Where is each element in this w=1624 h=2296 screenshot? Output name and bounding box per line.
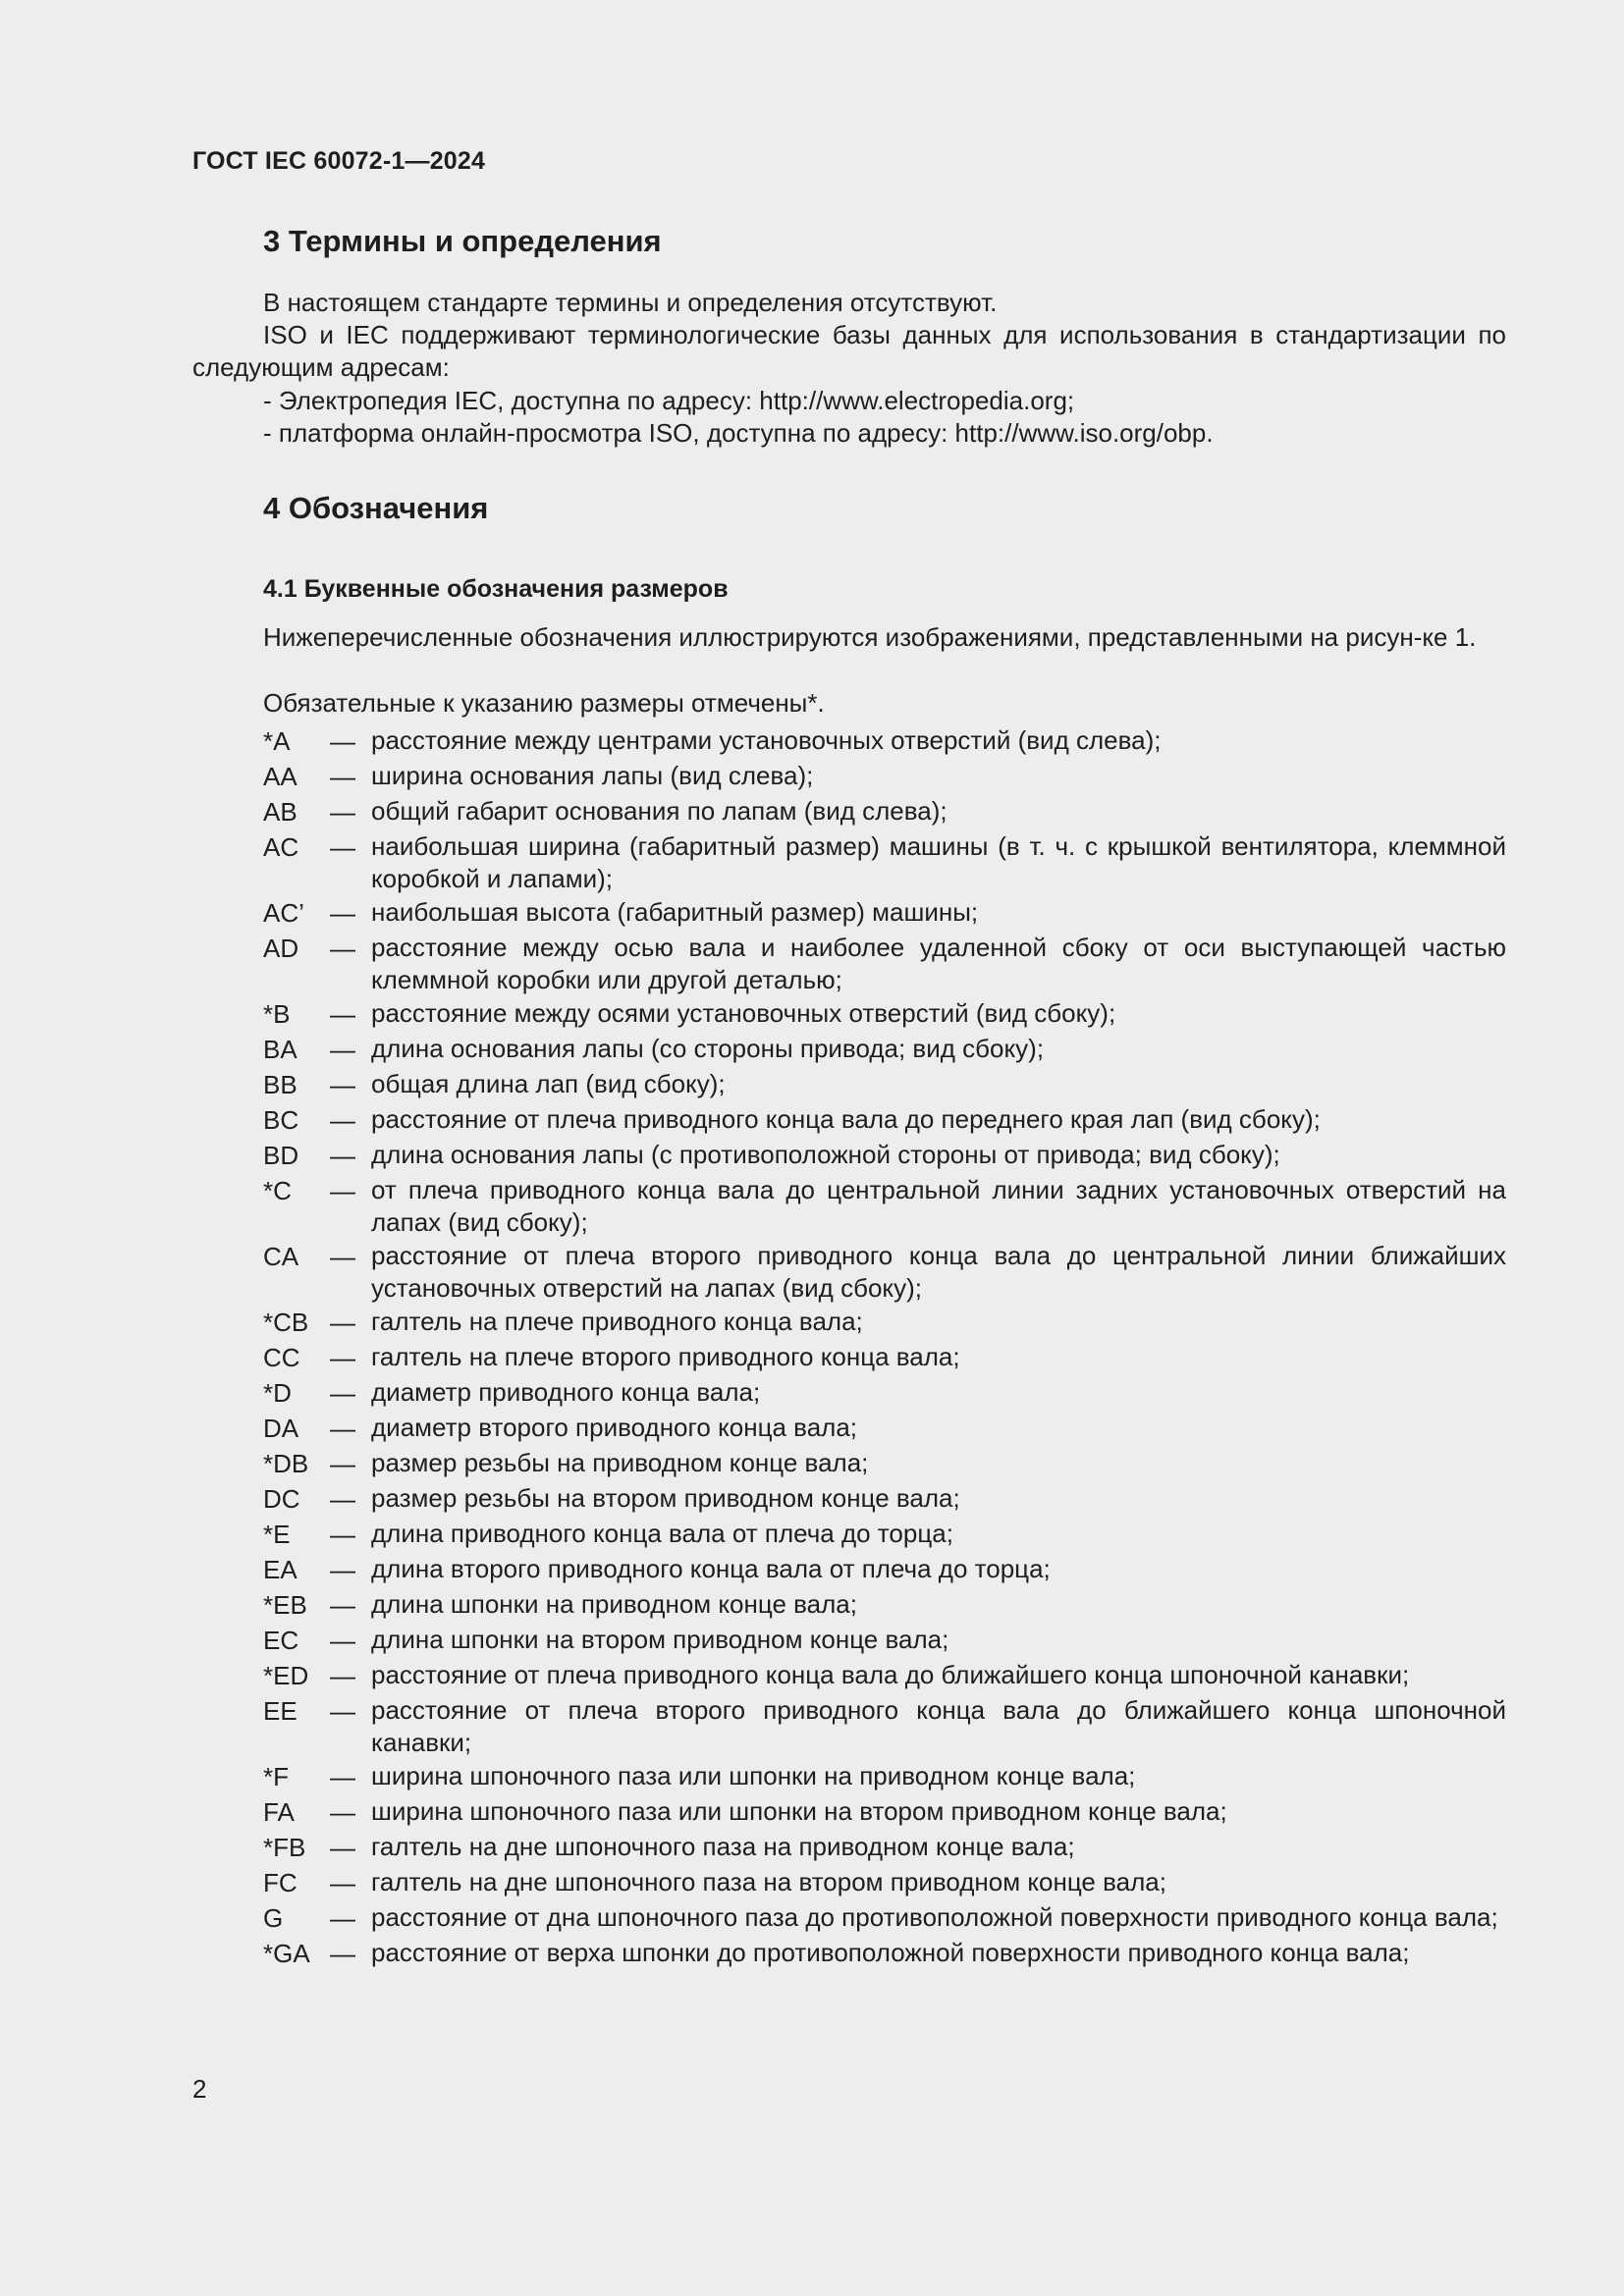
definition-term: *CB	[263, 1308, 309, 1337]
definition-dash: —	[330, 1590, 355, 1620]
definition-dash: —	[330, 1555, 355, 1584]
definition-text: длина шпонки на втором приводном конце вала;	[371, 1625, 949, 1654]
definition-term: CA	[263, 1242, 299, 1271]
definition-text: наибольшая ширина (габаритный размер) машины (в т. ч. с крышкой вентилятора, клеммной коробкой и лапами);	[371, 831, 1506, 893]
definition-text: ширина шпоночного паза или шпонки на втором приводном конце вала;	[371, 1796, 1227, 1826]
definition-dash: —	[330, 1449, 355, 1478]
definition-dash: —	[330, 1070, 355, 1099]
definition-text: диаметр приводного конца вала;	[371, 1377, 761, 1407]
definition-item	[263, 1588, 1506, 1623]
definition-term: DC	[263, 1484, 300, 1514]
definition-term: *F	[263, 1762, 289, 1791]
definition-term: AB	[263, 797, 298, 827]
definition-term: *B	[263, 999, 291, 1029]
definition-text: размер резьбы на втором приводном конце вала;	[371, 1483, 960, 1513]
definition-item	[263, 1659, 1506, 1693]
definition-item	[263, 1033, 1506, 1067]
definition-item	[263, 1624, 1506, 1658]
definition-term: *E	[263, 1520, 291, 1549]
definition-dash: —	[330, 1626, 355, 1655]
definition-item	[263, 1341, 1506, 1375]
definition-item	[263, 1412, 1506, 1446]
definition-text: расстояние от плеча второго приводного конца вала до центральной линии ближайших установочных отверстий на лапах (вид сбоку);	[371, 1241, 1506, 1303]
definition-text: ширина основания лапы (вид слева);	[371, 761, 814, 790]
definition-term: BC	[263, 1105, 299, 1135]
definition-text: галтель на дне шпоночного паза на приводном конце вала;	[371, 1832, 1075, 1861]
definition-term: *FB	[263, 1833, 306, 1862]
definition-dash: —	[330, 1378, 355, 1408]
definition-dash: —	[330, 1105, 355, 1135]
definition-dash: —	[330, 1520, 355, 1549]
definition-text: расстояние от верха шпонки до противоположной поверхности приводного конца вала;	[371, 1938, 1410, 1967]
definition-item	[263, 760, 1506, 794]
definition-dash: —	[330, 726, 355, 756]
section-4-paragraph-1: Нижеперечисленные обозначения иллюстрируются изображениями, представленными на рисун-ке 1.	[263, 622, 1477, 652]
definition-item	[263, 1482, 1506, 1517]
definition-term: *ED	[263, 1661, 309, 1690]
section-4-title: 4 Обозначения	[263, 491, 489, 525]
definition-term: *D	[263, 1378, 292, 1408]
definition-term: *C	[263, 1176, 292, 1205]
definition-dash: —	[330, 1797, 355, 1827]
definition-text: расстояние от плеча приводного конца вала до переднего края лап (вид сбоку);	[371, 1104, 1321, 1134]
definition-item	[263, 1795, 1506, 1830]
definition-item	[263, 724, 1506, 759]
definition-text: размер резьбы на приводном конце вала;	[371, 1448, 869, 1477]
definition-term: *GA	[263, 1939, 310, 1968]
definition-dash: —	[330, 762, 355, 791]
page-number: 2	[192, 2074, 207, 2104]
definition-term: DA	[263, 1414, 299, 1443]
definition-text: галтель на плече второго приводного конца вала;	[371, 1342, 960, 1371]
definition-text: длина второго приводного конца вала от плеча до торца;	[371, 1554, 1051, 1583]
definition-item	[263, 1447, 1506, 1481]
section-3-paragraph-2: ISO и IEC поддерживают терминологические базы данных для использования в стандартизации по следующим адресам:	[192, 320, 1506, 382]
definition-item	[263, 932, 1506, 996]
definition-item	[263, 1103, 1506, 1138]
definition-term: G	[263, 1903, 284, 1933]
definition-text: наибольшая высота (габаритный размер) машины;	[371, 897, 979, 927]
definition-term: *A	[263, 726, 291, 756]
definition-dash: —	[330, 1141, 355, 1170]
definition-item	[263, 1831, 1506, 1865]
definition-text: длина основания лапы (с противоположной стороны от привода; вид сбоку);	[371, 1140, 1280, 1169]
definition-term: EE	[263, 1696, 298, 1726]
section-3-list-item: - платформа онлайн-просмотра ISO, доступна по адресу: http://www.iso.org/obp.	[263, 418, 1214, 448]
definition-item	[263, 1937, 1506, 1971]
definition-dash: —	[330, 832, 355, 862]
definition-dash: —	[330, 1484, 355, 1514]
definition-term: FC	[263, 1868, 298, 1897]
definition-text: расстояние от плеча второго приводного конца вала до ближайшего конца шпоночной канавки;	[371, 1695, 1506, 1757]
definition-dash: —	[330, 1308, 355, 1337]
definition-dash: —	[330, 1035, 355, 1064]
definition-term: AA	[263, 762, 298, 791]
definition-item	[263, 1174, 1506, 1239]
definition-text: расстояние от дна шпоночного паза до противоположной поверхности приводного конца вала;	[371, 1902, 1498, 1932]
section-3-paragraph-1: В настоящем стандарте термины и определения отсутствуют.	[263, 288, 998, 317]
definitions-list	[263, 724, 1506, 1972]
definition-dash: —	[330, 1868, 355, 1897]
definition-item	[263, 830, 1506, 895]
definition-dash: —	[330, 1414, 355, 1443]
definition-term: BB	[263, 1070, 298, 1099]
definition-term: AC’	[263, 898, 304, 928]
definition-item	[263, 1694, 1506, 1759]
definition-text: расстояние между центрами установочных отверстий (вид слева);	[371, 725, 1162, 755]
definition-text: общий габарит основания по лапам (вид слева);	[371, 796, 947, 826]
definition-text: галтель на плече приводного конца вала;	[371, 1307, 863, 1336]
definition-term: BD	[263, 1141, 299, 1170]
definition-item	[263, 1376, 1506, 1411]
definition-text: расстояние между осью вала и наиболее удаленной сбоку от оси выступающей частью клеммной коробки или другой деталью;	[371, 933, 1506, 994]
definition-dash: —	[330, 1762, 355, 1791]
definition-dash: —	[330, 1696, 355, 1726]
definition-dash: —	[330, 934, 355, 963]
definition-dash: —	[330, 1833, 355, 1862]
definition-term: BA	[263, 1035, 298, 1064]
definition-text: длина основания лапы (со стороны привода; вид сбоку);	[371, 1034, 1045, 1063]
definition-item	[263, 1866, 1506, 1900]
definition-dash: —	[330, 898, 355, 928]
definition-term: AD	[263, 934, 299, 963]
definition-dash: —	[330, 1343, 355, 1372]
definition-item	[263, 1139, 1506, 1173]
definition-item	[263, 1901, 1506, 1936]
definition-dash: —	[330, 1661, 355, 1690]
definition-term: EA	[263, 1555, 298, 1584]
definition-dash: —	[330, 1176, 355, 1205]
definition-term: CC	[263, 1343, 300, 1372]
definition-text: длина приводного конца вала от плеча до торца;	[371, 1519, 953, 1548]
section-4-paragraph-2: Обязательные к указанию размеры отмечены*.	[263, 688, 825, 718]
definition-text: расстояние от плеча приводного конца вала до ближайшего конца шпоночной канавки;	[371, 1660, 1410, 1689]
definition-item	[263, 1306, 1506, 1340]
subsection-4-1-title: 4.1 Буквенные обозначения размеров	[263, 575, 729, 603]
definition-text: общая длина лап (вид сбоку);	[371, 1069, 726, 1098]
definition-text: диаметр второго приводного конца вала;	[371, 1413, 858, 1442]
definition-item	[263, 997, 1506, 1032]
definition-item	[263, 1760, 1506, 1794]
section-3-list-item: - Электропедия IEC, доступна по адресу: http://www.electropedia.org;	[263, 386, 1075, 415]
definition-dash: —	[330, 999, 355, 1029]
definition-text: галтель на дне шпоночного паза на втором приводном конце вала;	[371, 1867, 1166, 1896]
definition-item	[263, 1240, 1506, 1305]
definition-dash: —	[330, 1242, 355, 1271]
definition-dash: —	[330, 797, 355, 827]
definition-item	[263, 795, 1506, 829]
definition-term: *DB	[263, 1449, 309, 1478]
definition-text: расстояние между осями установочных отверстий (вид сбоку);	[371, 998, 1116, 1028]
definition-text: от плеча приводного конца вала до центральной линии задних установочных отверстий на лапах (вид сбоку);	[371, 1175, 1506, 1237]
definition-item	[263, 896, 1506, 931]
definition-text: длина шпонки на приводном конце вала;	[371, 1589, 857, 1619]
definition-term: EC	[263, 1626, 299, 1655]
section-3-title: 3 Термины и определения	[263, 224, 662, 258]
definition-dash: —	[330, 1939, 355, 1968]
definition-item	[263, 1518, 1506, 1552]
definition-term: AC	[263, 832, 299, 862]
running-header: ГОСТ IEC 60072-1—2024	[192, 147, 486, 175]
definition-text: ширина шпоночного паза или шпонки на приводном конце вала;	[371, 1761, 1136, 1790]
definition-term: *EB	[263, 1590, 307, 1620]
definition-item	[263, 1068, 1506, 1102]
definition-item	[263, 1553, 1506, 1587]
definition-term: FA	[263, 1797, 295, 1827]
definition-dash: —	[330, 1903, 355, 1933]
